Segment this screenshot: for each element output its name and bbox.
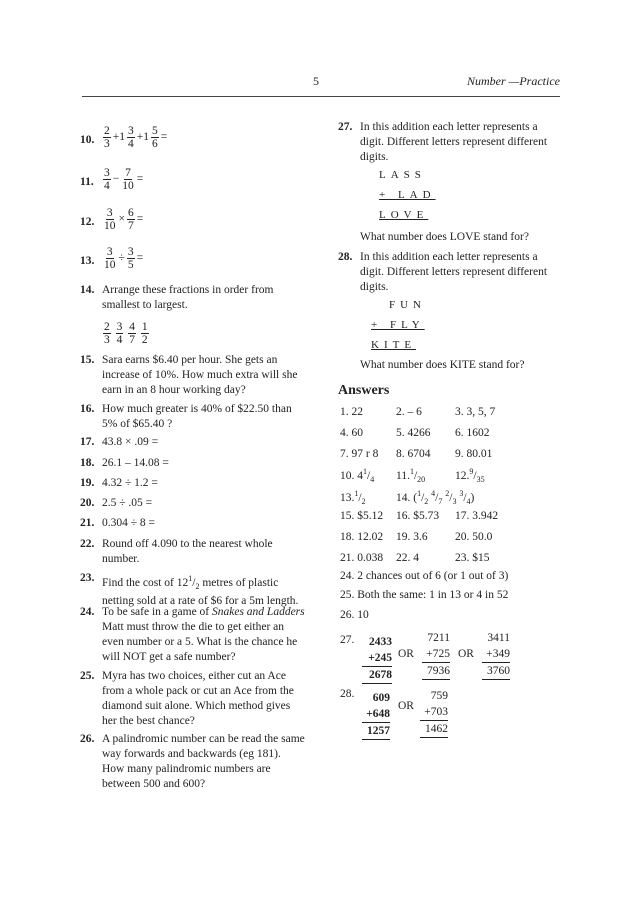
q27-line2: + LAD (379, 189, 436, 201)
answer-27-working-1: 2433 +245 2678 (362, 634, 392, 684)
question-23: 23. Find the cost of $12^1/_2$ metres of plastic netting sold at a rate of $6 for a 5m length. (80, 572, 299, 608)
answer-row: 18. 12.02 19. 3.6 20. 50.0 (340, 531, 493, 543)
question-19: 19. 4.32 ÷ 1.2 = (80, 477, 158, 489)
question-16: 16. How much greater is 40% of $22.50 than 5% of $65.40 ? (80, 403, 292, 430)
question-27: 27. In this addition each letter represents a digit. Different letters represent different digits. (338, 121, 548, 163)
q28-line1: FUN (389, 299, 427, 311)
answer-24: 24. 2 chances out of 6 (or 1 out of 3) (340, 570, 509, 582)
q27-line3: LOVE (379, 209, 429, 221)
answer-28-label: 28. (340, 688, 355, 700)
question-22: 22. Round off 4.090 to the nearest whole number. (80, 538, 273, 565)
answer-row: 15. $5.12 16. $5.73 17. 3.942 (340, 510, 499, 522)
question-20: 20. 2.5 ÷ .05 = (80, 497, 153, 509)
q27-line1: LASS (379, 169, 426, 181)
header-rule (82, 96, 560, 97)
q28-question: What number does KITE stand for? (360, 359, 525, 371)
answer-row: 21. 0.038 22. 4 23. $15 (340, 552, 490, 564)
answer-row: 1. 22 2. – 6 3. 3, 5, 7 (340, 406, 496, 418)
question-28: 28. In this addition each letter represents a digit. Different letters represent different digits. (338, 251, 548, 293)
or-label: OR (398, 700, 414, 712)
answer-27-working-2: 7211 +725 7936 (422, 630, 450, 680)
q27-question: What number does LOVE stand for? (360, 231, 529, 243)
question-25: 25. Myra has two choices, either cut an Ace from a whole pack or cut an Ace from the diamond suit alone. Which method gives her the best chance? (80, 670, 294, 727)
q28-line3: KITE (371, 339, 417, 351)
or-label: OR (458, 648, 474, 660)
question-18: 18. 26.1 – 14.08 = (80, 457, 169, 469)
answer-row: $13.^1/_2$ 14. ($^1/_2$ $^4/_7$ $^2/_3$ $^3/_4$) (340, 489, 475, 507)
answer-27-working-3: 3411 +349 3760 (482, 630, 510, 680)
answer-26: 26. 10 (340, 609, 369, 621)
question-15: 15. Sara earns $6.40 per hour. She gets an increase of 10%. How much extra will she earn in an 8 hour working day? (80, 354, 298, 396)
answer-27-label: 27. (340, 634, 355, 646)
answer-28-working-2: 759 +703 1462 (420, 688, 448, 738)
question-12: 12. $\frac{3}{10}$ × $\frac{6}{7}$ = (80, 207, 144, 232)
section-title: Number —Practice (467, 74, 560, 88)
q28-line2: + FLY (371, 319, 425, 331)
answer-row: 10. $4^1/_4$ $11.^1/_{20}$ $12.^9/_{35}$ (340, 467, 485, 485)
question-10: 10. $\frac{2}{3}$ +1 $\frac{3}{4}$ +1 $\frac{5}{6}$ = (80, 125, 168, 150)
fraction-order-list: $\frac{2}{3}$ $\frac{3}{4}$ $\frac{4}{7}$ $\frac{1}{2}$ (104, 321, 148, 346)
answer-row: 7. 97 r 8 8. 6704 9. 80.01 (340, 448, 493, 460)
question-14: 14. Arrange these fractions in order from smallest to largest. $\frac{2}{3}$ $\frac{3}{4}$ $\frac{4}{7}$ $\frac{1}{2}$ (80, 283, 305, 346)
answer-row: 4. 60 5. 4266 6. 1602 (340, 427, 490, 439)
answer-25: 25. Both the same: 1 in 13 or 4 in 52 (340, 589, 509, 601)
question-17: 17. 43.8 × .09 = (80, 436, 159, 448)
question-26: 26. A palindromic number can be read the same way forwards and backwards (eg 181). How many palindromic numbers are between 500 and 600? (80, 733, 305, 790)
question-13: 13. $\frac{3}{10}$ ÷ $\frac{3}{5}$ = (80, 246, 144, 271)
question-24: 24. To be safe in a game of Snakes and Ladders Matt must throw the die to get either an even number or a 5. What is the chance he will NOT get a safe number? (80, 606, 305, 663)
question-11: 11. $\frac{3}{4}$ − $\frac{7}{10}$ = (80, 167, 144, 192)
page-number: 5 (313, 74, 319, 88)
question-21: 21. 0.304 ÷ 8 = (80, 517, 156, 529)
or-label: OR (398, 648, 414, 660)
answer-28-working-1: 609 +648 1257 (362, 690, 390, 740)
answers-heading: Answers (338, 383, 390, 398)
